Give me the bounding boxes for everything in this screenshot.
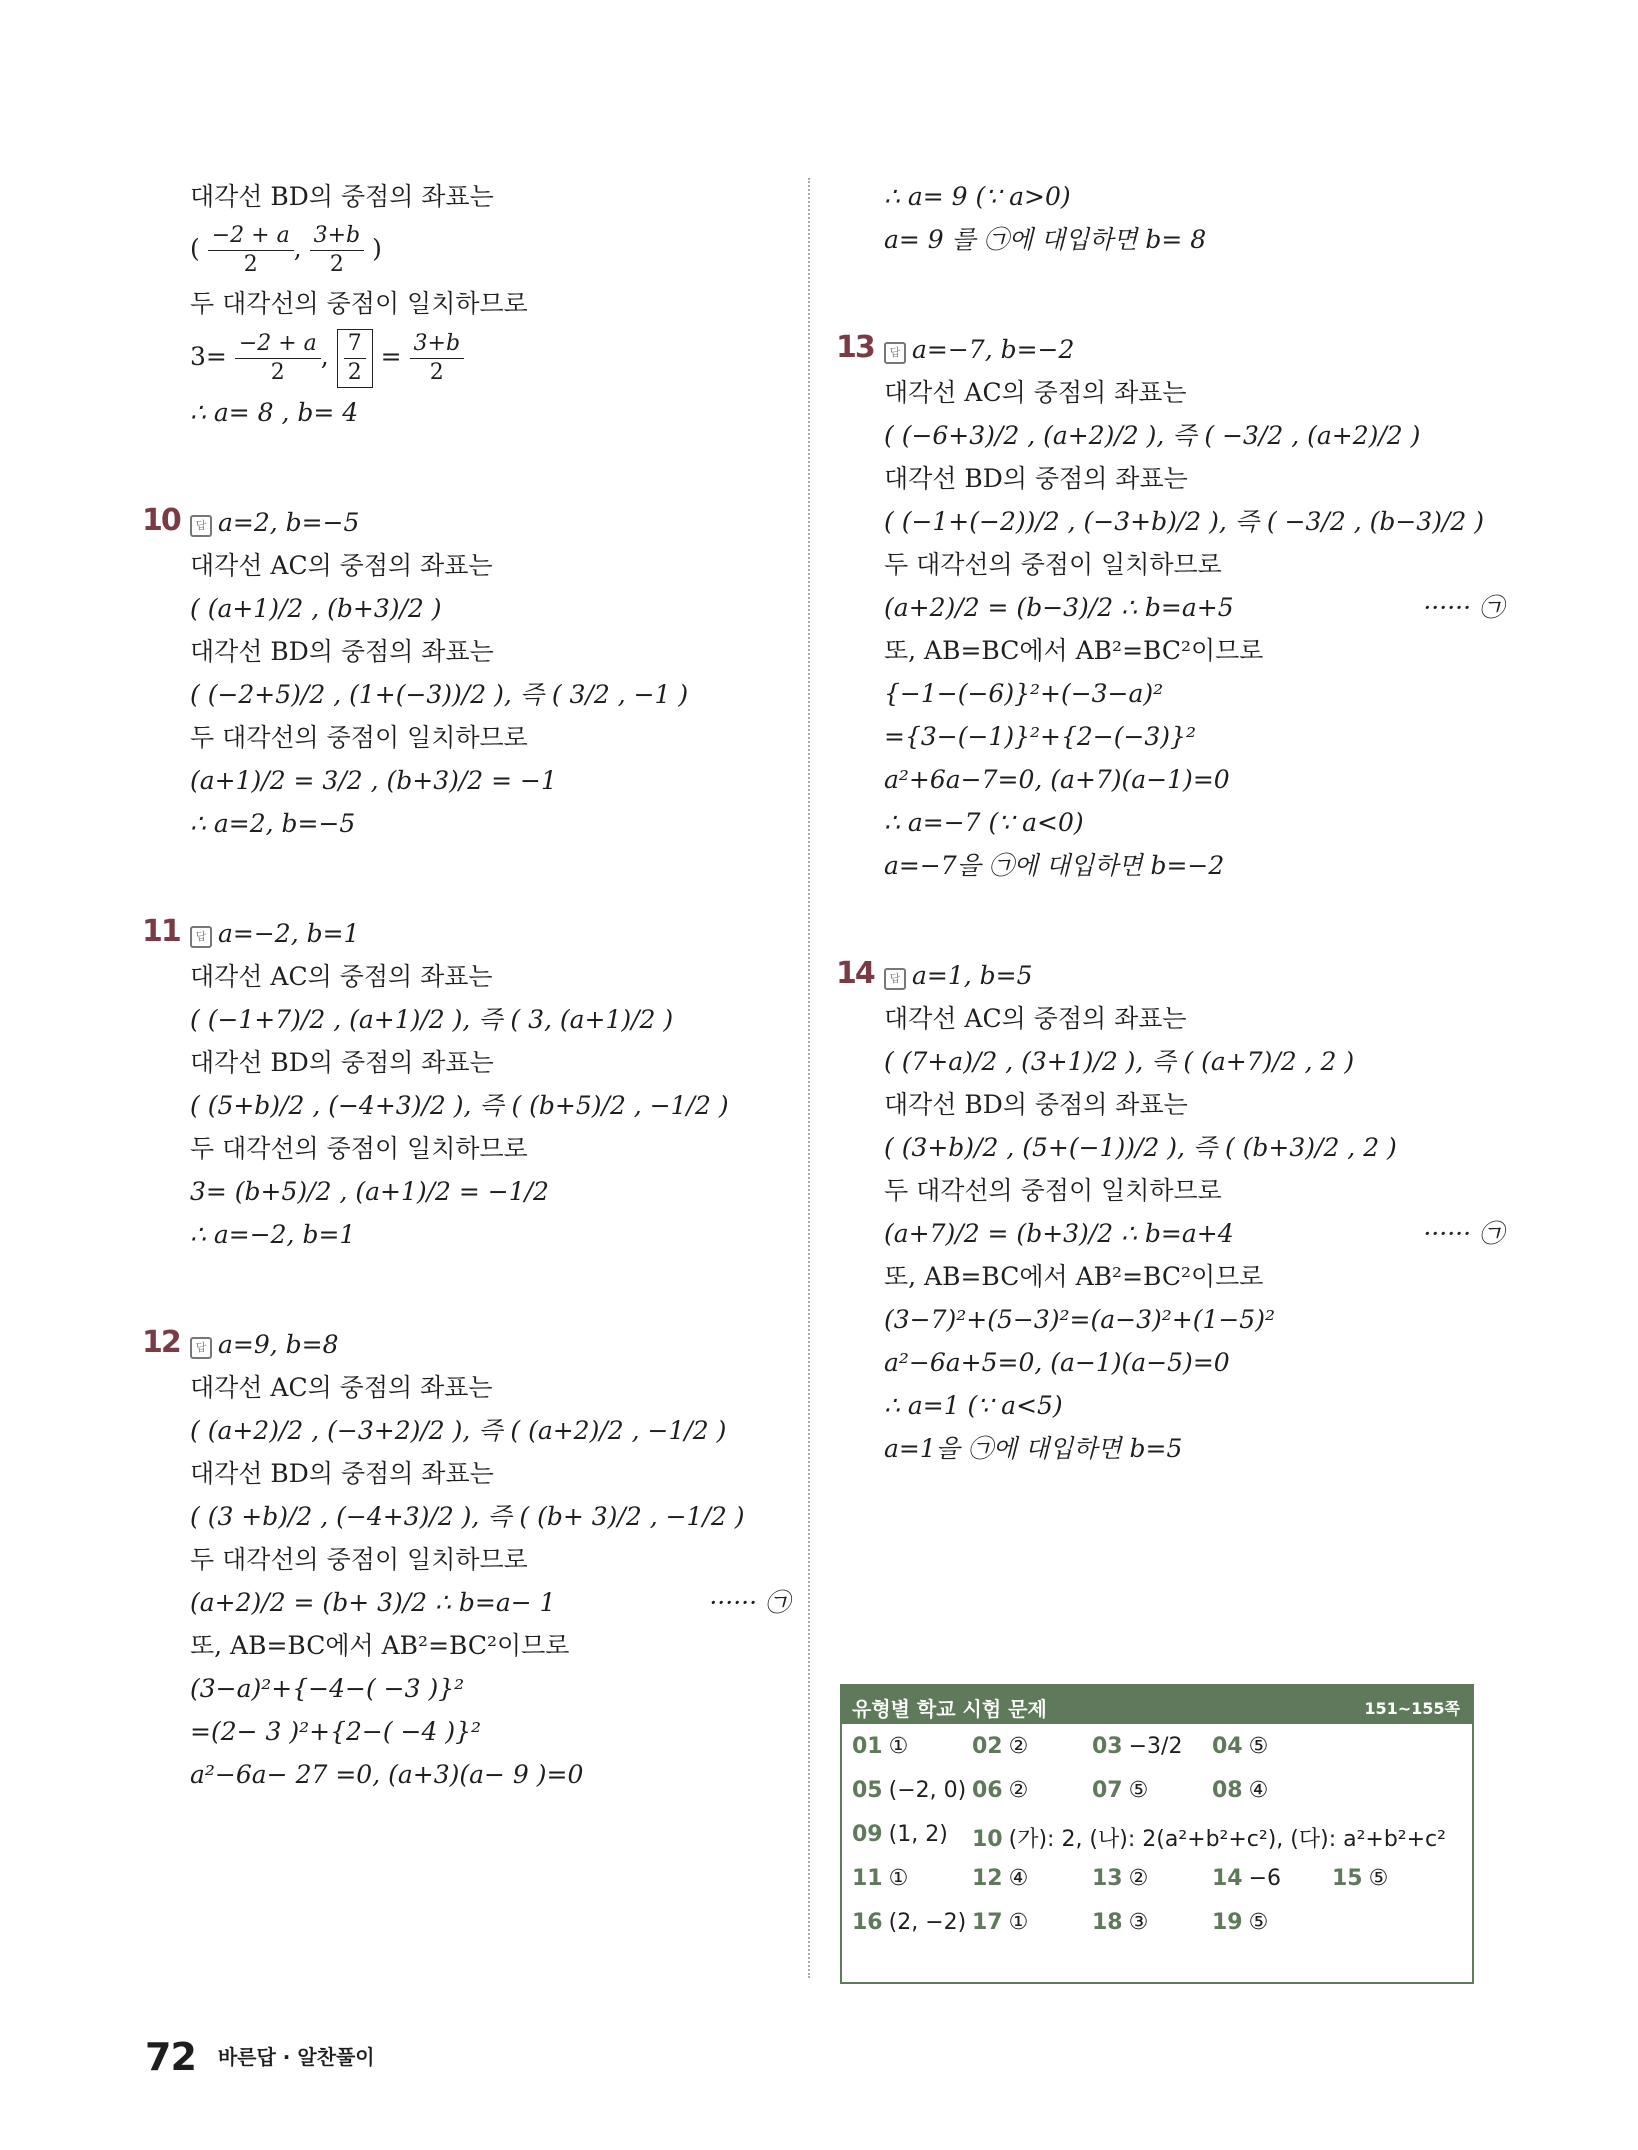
answer-item-number: 05 <box>852 1778 883 1803</box>
answer-item-value: ① <box>888 1734 909 1759</box>
page-footer <box>145 2035 375 2079</box>
q9-line-5: ∴ a= 8 , b= 4 <box>190 398 359 427</box>
answer-row <box>842 1822 1472 1866</box>
answer-item-value: −6 <box>1248 1866 1282 1891</box>
answer-cell <box>1092 1866 1148 1891</box>
answer-row <box>842 1866 1472 1910</box>
q12-line-9: =(2− 3 )²+{2−( −4 )}² <box>190 1717 482 1746</box>
q12-number: 12 <box>142 1325 180 1360</box>
answer-cell <box>852 1734 908 1759</box>
answer-row <box>842 1910 1472 1954</box>
column-divider <box>808 178 810 1978</box>
q13-line-11: ∴ a=−7 (∵ a<0) <box>884 808 1084 837</box>
q13-header <box>836 330 1504 368</box>
q12-line-2: ( (a+2)/2 , (−3+2)/2 ), 즉 ( (a+2)/2 , −1/2 ) <box>190 1416 727 1445</box>
q11-number: 11 <box>142 914 180 949</box>
q11-header <box>142 914 790 952</box>
answer-item-value: (−2, 0) <box>888 1778 967 1803</box>
q11-line-7: ∴ a=−2, b=1 <box>190 1220 356 1249</box>
answer-item-number: 04 <box>1212 1734 1243 1759</box>
right-column <box>836 172 1504 1474</box>
answer-rows <box>842 1734 1472 1954</box>
q13-ref-mark: ······ ㉠ <box>1423 593 1504 622</box>
answer-cell <box>1092 1734 1182 1759</box>
answer-item-number: 06 <box>972 1778 1003 1803</box>
answer-item-value: ② <box>1128 1866 1149 1891</box>
q13-line-10: a²+6a−7=0, (a+7)(a−1)=0 <box>884 765 1230 794</box>
q13-line-1: 대각선 AC의 중점의 좌표는 <box>884 378 1187 407</box>
q10-header <box>142 503 790 541</box>
answer-item-number: 13 <box>1092 1866 1123 1891</box>
answer-item-number: 09 <box>852 1822 883 1847</box>
answer-item-value: −3/2 <box>1128 1734 1183 1759</box>
answer-item-number: 10 <box>972 1827 1003 1852</box>
q11-line-4: ( (5+b)/2 , (−4+3)/2 ), 즉 ( (b+5)/2 , −1/2 ) <box>190 1091 729 1120</box>
answer-cell <box>852 1866 908 1891</box>
q13-line-6: (a+2)/2 = (b−3)/2 ∴ b=a+5 ······ ㉠ <box>884 590 1504 626</box>
answer-cell <box>972 1910 1028 1935</box>
q9-line-2: ( $\frac{-2 + a}{2}$ , $\frac{3+b}{2}$ ) <box>190 223 382 277</box>
answer-mark-icon: 답 <box>884 342 906 364</box>
q13-line-3: 대각선 BD의 중점의 좌표는 <box>884 464 1188 493</box>
q9-line-4: 3= $\frac{-2 + a}{2}$ , $\frac{7}{2}$ = $\frac{3+b}{2}$ <box>190 329 790 388</box>
page-number: 72 <box>145 2035 196 2079</box>
answer-item-value: (가): 2, (나): 2(a²+b²+c²), (다): a²+b²+c² <box>1008 1827 1446 1852</box>
q14-line-8: (3−7)²+(5−3)²=(a−3)²+(1−5)² <box>884 1305 1275 1334</box>
q14-line-5: 두 대각선의 중점이 일치하므로 <box>884 1176 1222 1205</box>
answer-cell <box>972 1778 1028 1803</box>
q14-line-10: ∴ a=1 (∵ a<5) <box>884 1391 1063 1420</box>
q12-line-3: 대각선 BD의 중점의 좌표는 <box>190 1459 494 1488</box>
answer-item-value: ③ <box>1128 1910 1149 1935</box>
q11-line-6: 3= (b+5)/2 , (a+1)/2 = −1/2 <box>190 1177 549 1206</box>
answer-item-value: ⑤ <box>1248 1734 1269 1759</box>
answer-item-number: 14 <box>1212 1866 1243 1891</box>
q13-line-7: 또, AB=BC에서 AB²=BC²이므로 <box>884 636 1264 665</box>
q14-ref-mark: ······ ㉠ <box>1423 1219 1504 1248</box>
answer-item-value: ② <box>1008 1778 1029 1803</box>
q12-line-1: 대각선 AC의 중점의 좌표는 <box>190 1373 493 1402</box>
answer-item-value: ⑤ <box>1368 1866 1389 1891</box>
answer-item-number: 07 <box>1092 1778 1123 1803</box>
answer-mark-icon: 답 <box>190 515 212 537</box>
answer-row <box>842 1734 1472 1778</box>
q12-line-8: (3−a)²+{−4−( −3 )}² <box>190 1674 465 1703</box>
answer-item-number: 19 <box>1212 1910 1243 1935</box>
q12-ref-mark: ······ ㉠ <box>709 1588 790 1617</box>
answer-item-number: 16 <box>852 1910 883 1935</box>
q13-line-5: 두 대각선의 중점이 일치하므로 <box>884 550 1222 579</box>
q12-header <box>142 1325 790 1363</box>
q12-line-7: 또, AB=BC에서 AB²=BC²이므로 <box>190 1631 570 1660</box>
answer-mark-icon: 답 <box>884 968 906 990</box>
answer-item-number: 02 <box>972 1734 1003 1759</box>
answer-item-number: 15 <box>1332 1866 1363 1891</box>
q12-line-6: (a+2)/2 = (b+ 3)/2 ∴ b=a− 1 ······ ㉠ <box>190 1585 790 1621</box>
q13-line-8: {−1−(−6)}²+(−3−a)² <box>884 679 1164 708</box>
q11-line-3: 대각선 BD의 중점의 좌표는 <box>190 1048 494 1077</box>
q12-line-10: a²−6a− 27 =0, (a+3)(a− 9 )=0 <box>190 1760 584 1789</box>
q14-number: 14 <box>836 956 874 991</box>
answer-cell <box>852 1910 966 1935</box>
q10-line-3: 대각선 BD의 중점의 좌표는 <box>190 637 494 666</box>
answer-cell <box>1332 1866 1388 1891</box>
q14-line-4: ( (3+b)/2 , (5+(−1))/2 ), 즉 ( (b+3)/2 , 2 ) <box>884 1133 1397 1162</box>
q14-line-6: (a+7)/2 = (b+3)/2 ∴ b=a+4 ······ ㉠ <box>884 1216 1504 1252</box>
q10-answer: a=2, b=−5 <box>218 508 360 537</box>
answer-item-value: ④ <box>1248 1778 1269 1803</box>
answer-item-value: ⑤ <box>1248 1910 1269 1935</box>
left-column <box>142 172 790 1800</box>
q9-line-3: 두 대각선의 중점이 일치하므로 <box>190 289 528 318</box>
book-title: 바른답 · 알찬풀이 <box>217 2045 375 2069</box>
answer-row <box>842 1778 1472 1822</box>
q12-cont-line-1: ∴ a= 9 (∵ a>0) <box>884 182 1071 211</box>
q13-line-2: ( (−6+3)/2 , (a+2)/2 ), 즉 ( −3/2 , (a+2)/2 ) <box>884 421 1421 450</box>
q12-cont-line-2: a= 9 를 ㉠에 대입하면 b= 8 <box>884 225 1207 254</box>
q11-answer: a=−2, b=1 <box>218 919 360 948</box>
answer-box-title: 유형별 학교 시험 문제 <box>852 1697 1047 1721</box>
answer-box-header <box>842 1686 1472 1724</box>
answer-item-value: ① <box>888 1866 909 1891</box>
answer-item-value: ⑤ <box>1128 1778 1149 1803</box>
q14-line-11: a=1을 ㉠에 대입하면 b=5 <box>884 1434 1183 1463</box>
answer-item-number: 03 <box>1092 1734 1123 1759</box>
answer-cell <box>972 1866 1028 1891</box>
q13-line-9: ={3−(−1)}²+{2−(−3)}² <box>884 722 1196 751</box>
q14-header <box>836 956 1504 994</box>
answer-item-number: 01 <box>852 1734 883 1759</box>
q14-line-9: a²−6a+5=0, (a−1)(a−5)=0 <box>884 1348 1230 1377</box>
answer-item-number: 12 <box>972 1866 1003 1891</box>
answer-cell <box>972 1734 1028 1759</box>
answer-item-value: (1, 2) <box>888 1822 948 1847</box>
answer-item-value: ① <box>1008 1910 1029 1935</box>
answer-item-number: 11 <box>852 1866 883 1891</box>
answer-mark-icon: 답 <box>190 1337 212 1359</box>
answer-item-number: 18 <box>1092 1910 1123 1935</box>
answer-cell <box>1212 1734 1268 1759</box>
q9-line-1: 대각선 BD의 중점의 좌표는 <box>190 182 494 211</box>
q10-line-2: ( (a+1)/2 , (b+3)/2 ) <box>190 594 442 623</box>
answer-cell <box>1092 1778 1148 1803</box>
q10-line-1: 대각선 AC의 중점의 좌표는 <box>190 551 493 580</box>
answer-cell <box>972 1822 1446 1853</box>
answer-item-value: (2, −2) <box>888 1910 967 1935</box>
q11-line-5: 두 대각선의 중점이 일치하므로 <box>190 1134 528 1163</box>
answer-item-number: 08 <box>1212 1778 1243 1803</box>
q12-answer: a=9, b=8 <box>218 1330 339 1359</box>
q11-line-1: 대각선 AC의 중점의 좌표는 <box>190 962 493 991</box>
q13-line-4: ( (−1+(−2))/2 , (−3+b)/2 ), 즉 ( −3/2 , (b−3)/2 ) <box>884 507 1484 536</box>
q11-line-2: ( (−1+7)/2 , (a+1)/2 ), 즉 ( 3, (a+1)/2 ) <box>190 1005 674 1034</box>
q13-answer: a=−7, b=−2 <box>912 335 1075 364</box>
q14-line-1: 대각선 AC의 중점의 좌표는 <box>884 1004 1187 1033</box>
answer-cell <box>852 1822 948 1847</box>
answer-mark-icon: 답 <box>190 926 212 948</box>
q12-line-5: 두 대각선의 중점이 일치하므로 <box>190 1545 528 1574</box>
q13-number: 13 <box>836 330 874 365</box>
q10-line-5: 두 대각선의 중점이 일치하므로 <box>190 723 528 752</box>
q9-frac-b-num: 3+b <box>310 222 365 251</box>
answer-item-value: ② <box>1008 1734 1029 1759</box>
q14-answer: a=1, b=5 <box>912 961 1033 990</box>
q14-line-3: 대각선 BD의 중점의 좌표는 <box>884 1090 1188 1119</box>
q10-number: 10 <box>142 503 180 538</box>
q10-line-7: ∴ a=2, b=−5 <box>190 809 356 838</box>
answer-cell <box>1092 1910 1148 1935</box>
q12-line-4: ( (3 +b)/2 , (−4+3)/2 ), 즉 ( (b+ 3)/2 , −1/2 ) <box>190 1502 745 1531</box>
answer-cell <box>852 1778 966 1803</box>
answer-cell <box>1212 1778 1268 1803</box>
answer-item-value: ④ <box>1008 1866 1029 1891</box>
q13-line-12: a=−7을 ㉠에 대입하면 b=−2 <box>884 851 1225 880</box>
q10-line-6: (a+1)/2 = 3/2 , (b+3)/2 = −1 <box>190 766 557 795</box>
answer-summary-box <box>840 1684 1474 1984</box>
q9-frac-a-num: −2 + a <box>208 222 294 251</box>
answer-cell <box>1212 1866 1281 1891</box>
answer-item-number: 17 <box>972 1910 1003 1935</box>
q14-line-2: ( (7+a)/2 , (3+1)/2 ), 즉 ( (a+7)/2 , 2 ) <box>884 1047 1355 1076</box>
answer-cell <box>1212 1910 1268 1935</box>
q10-line-4: ( (−2+5)/2 , (1+(−3))/2 ), 즉 ( 3/2 , −1 ) <box>190 680 689 709</box>
q14-line-7: 또, AB=BC에서 AB²=BC²이므로 <box>884 1262 1264 1291</box>
answer-box-pages: 151~155쪽 <box>1364 1699 1460 1718</box>
